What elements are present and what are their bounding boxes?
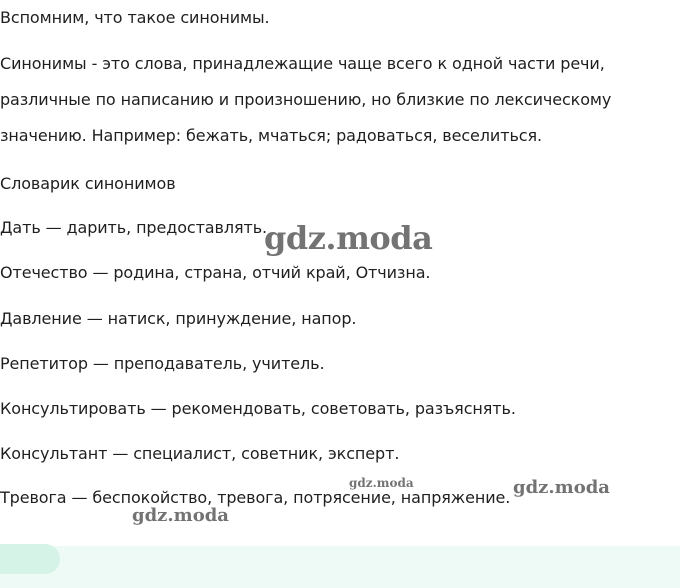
synonym-entry-repetitor: Репетитор — преподаватель, учитель. bbox=[0, 354, 325, 373]
watermark-small-3: gdz.moda bbox=[132, 505, 229, 526]
watermark-large: gdz.moda bbox=[264, 219, 433, 257]
watermark-small-2: gdz.moda bbox=[513, 477, 610, 498]
definition-line-1: Синонимы - это слова, принадлежащие чаще всего к одной части речи, bbox=[0, 54, 605, 73]
definition-line-2: различные по написанию и произношению, но близкие по лексическому bbox=[0, 90, 612, 109]
synonym-entry-dat: Дать — дарить, предоставлять. bbox=[0, 218, 268, 237]
watermark-small-1: gdz.moda bbox=[349, 476, 414, 490]
synonym-entry-konsultirovat: Консультировать — рекомендовать, советовать, разъяснять. bbox=[0, 399, 516, 418]
intro-line: Вспомним, что такое синонимы. bbox=[0, 8, 270, 27]
synonym-entry-konsultant: Консультант — специалист, советник, эксперт. bbox=[0, 444, 400, 463]
synonym-entry-otechestvo: Отечество — родина, страна, отчий край, Отчизна. bbox=[0, 263, 431, 282]
synonym-entry-davlenie: Давление — натиск, принуждение, напор. bbox=[0, 309, 357, 328]
bottom-accent-pill bbox=[0, 544, 60, 574]
definition-line-3: значению. Например: бежать, мчаться; радоваться, веселиться. bbox=[0, 126, 542, 145]
synonym-entry-trevoga: Тревога — беспокойство, тревога, потрясение, напряжение. bbox=[0, 488, 511, 507]
dictionary-title: Словарик синонимов bbox=[0, 174, 176, 193]
bottom-content-band bbox=[0, 546, 680, 588]
